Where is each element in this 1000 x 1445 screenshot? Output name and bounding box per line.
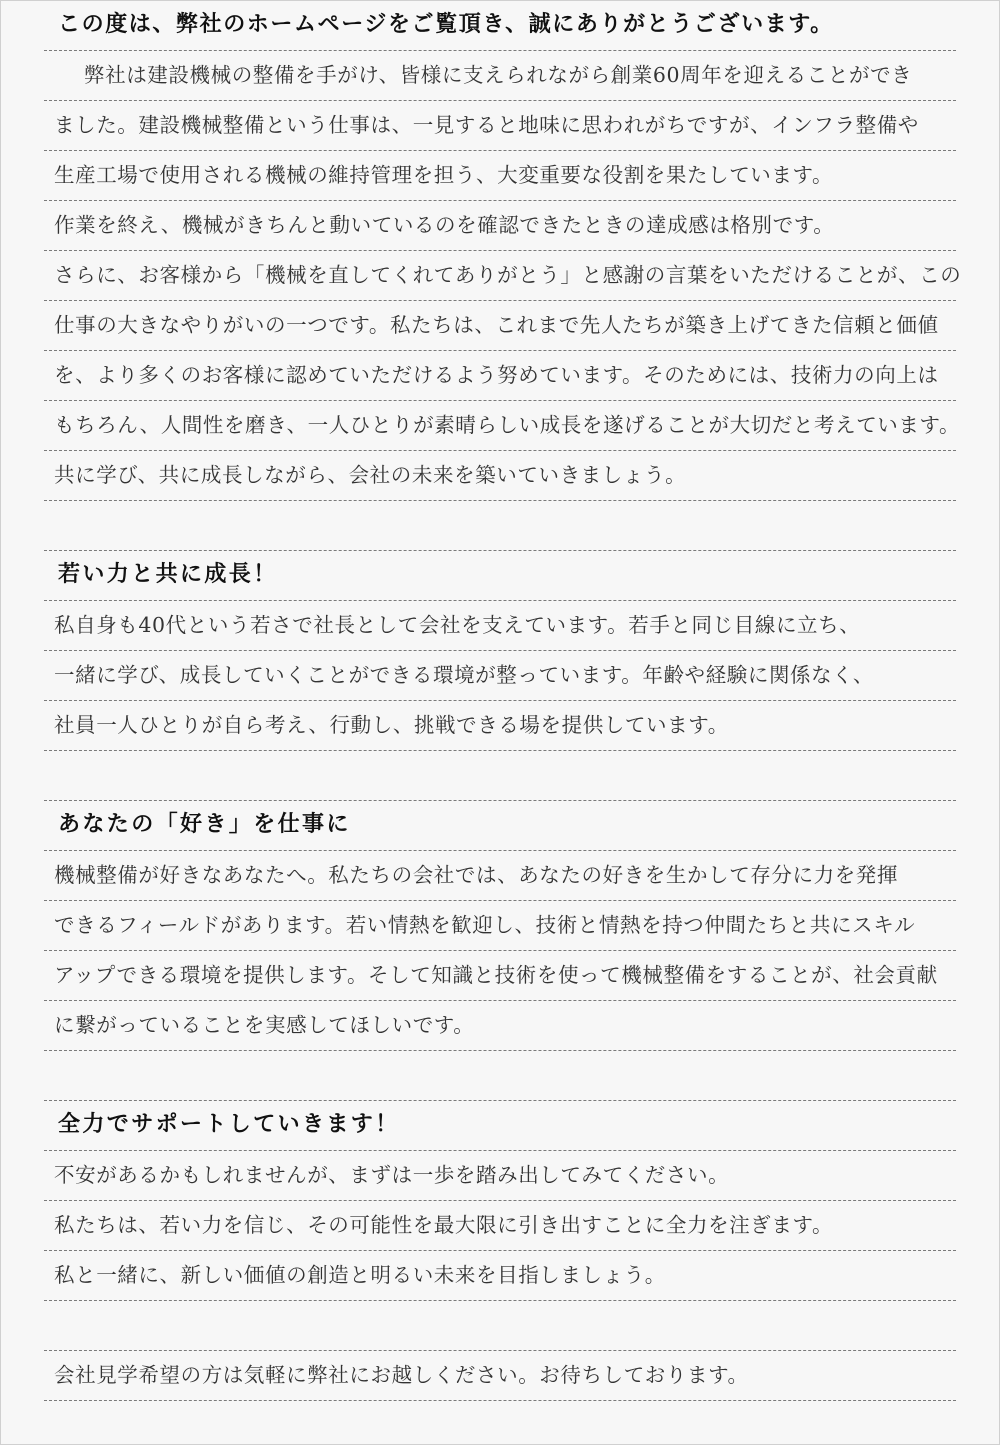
closing-line — [44, 1351, 956, 1401]
blank-line — [44, 1051, 956, 1101]
greeting-text-8: もちろん、人間性を磨き、一人ひとりが素晴らしい成長を遂げることが大切だと考えています。 — [54, 413, 961, 437]
greeting-line — [44, 101, 956, 151]
greeting-text-3: 生産工場で使用される機械の維持管理を担う、大変重要な役割を果たしています。 — [54, 163, 834, 187]
greeting-heading-line — [44, 1, 956, 51]
passion-line — [44, 951, 956, 1001]
greeting-line — [44, 351, 956, 401]
support-text-3: 私と一緒に、新しい価値の創造と明るい未来を目指しましょう。 — [54, 1263, 666, 1287]
growth-line — [44, 651, 956, 701]
greeting-line — [44, 201, 956, 251]
blank-line — [44, 1301, 956, 1351]
support-line — [44, 1201, 956, 1251]
growth-text-3: 社員一人ひとりが自ら考え、行動し、挑戦できる場を提供しています。 — [54, 713, 729, 737]
greeting-text-2: ました。建設機械整備という仕事は、一見すると地味に思われがちですが、インフラ整備や — [54, 113, 919, 137]
closing-text: 会社見学希望の方は気軽に弊社にお越しください。お待ちしております。 — [54, 1363, 749, 1387]
passion-heading-line — [44, 801, 956, 851]
letter-body — [44, 1, 962, 1401]
greeting-text-5: さらに、お客様から「機械を直してくれてありがとう」と感謝の言葉をいただけることが、この — [54, 263, 962, 287]
growth-line — [44, 701, 956, 751]
passion-line — [44, 851, 956, 901]
greeting-text-7: を、より多くのお客様に認めていただけるよう努めています。そのためには、技術力の向上は — [54, 363, 939, 387]
greeting-line — [44, 151, 956, 201]
support-line — [44, 1251, 956, 1301]
greeting-line — [44, 401, 961, 451]
passion-text-4: に繋がっていることを実感してほしいです。 — [54, 1013, 475, 1037]
growth-text-2: 一緒に学び、成長していくことができる環境が整っています。年齢や経験に関係なく、 — [54, 663, 875, 687]
greeting-text-1: 弊社は建設機械の整備を手がけ、皆様に支えられながら創業60周年を迎えることができ — [84, 63, 913, 87]
growth-line — [44, 601, 956, 651]
greeting-text-4: 作業を終え、機械がきちんと動いているのを確認できたときの達成感は格別です。 — [54, 213, 835, 237]
growth-heading: 若い力と共に成長！ — [58, 562, 278, 587]
support-heading: 全力でサポートしていきます！ — [58, 1112, 400, 1137]
passion-text-3: アップできる環境を提供します。そして知識と技術を使って機械整備をすることが、社会貢献 — [54, 963, 938, 987]
support-line — [44, 1151, 956, 1201]
greeting-line — [44, 301, 956, 351]
blank-line — [44, 751, 956, 801]
passion-text-2: できるフィールドがあります。若い情熱を歓迎し、技術と情熱を持つ仲間たちと共にスキル — [54, 913, 916, 937]
passion-line — [44, 901, 956, 951]
greeting-line — [44, 251, 962, 301]
support-text-1: 不安があるかもしれませんが、まずは一歩を踏み出してみてください。 — [54, 1163, 730, 1187]
greeting-line — [44, 51, 956, 101]
support-text-2: 私たちは、若い力を信じ、その可能性を最大限に引き出すことに全力を注ぎます。 — [54, 1213, 834, 1237]
support-heading-line — [44, 1101, 956, 1151]
greeting-text-6: 仕事の大きなやりがいの一つです。私たちは、これまで先人たちが築き上げてきた信頼と価値 — [54, 313, 939, 337]
blank-line — [44, 501, 956, 551]
growth-text-1: 私自身も40代という若さで社長として会社を支えています。若手と同じ目線に立ち、 — [54, 613, 861, 637]
passion-line — [44, 1001, 956, 1051]
greeting-heading: この度は、弊社のホームページをご覧頂き、誠にありがとうございます。 — [58, 12, 834, 37]
greeting-line — [44, 451, 956, 501]
greeting-text-9: 共に学び、共に成長しながら、会社の未来を築いていきましょう。 — [54, 463, 687, 487]
passion-text-1: 機械整備が好きなあなたへ。私たちの会社では、あなたの好きを生かして存分に力を発揮 — [54, 863, 898, 887]
passion-heading: あなたの「好き」を仕事に — [58, 812, 351, 837]
growth-heading-line — [44, 551, 956, 601]
